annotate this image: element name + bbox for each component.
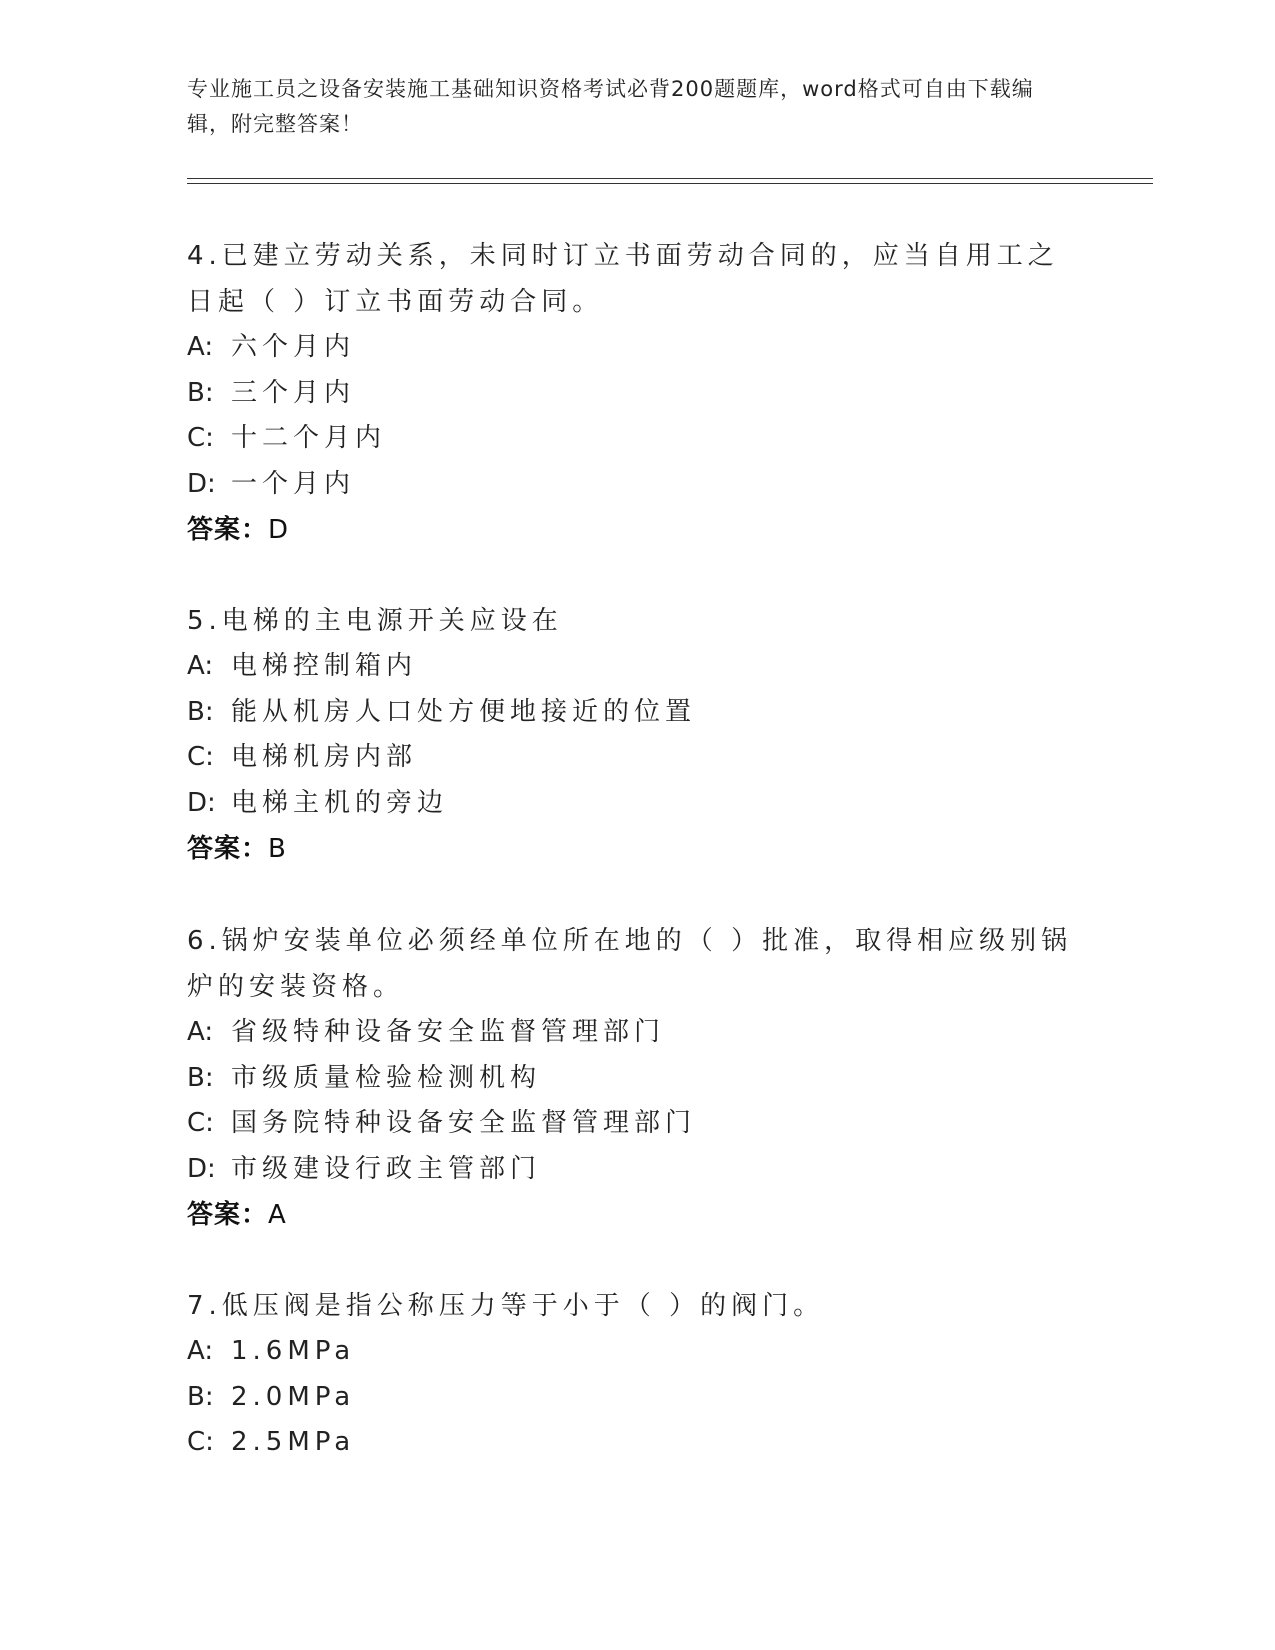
option-label: B: (187, 1062, 214, 1093)
answer-label: 答案： (187, 515, 269, 545)
option-label: A: (187, 651, 214, 681)
answer-label: 答案： (187, 1200, 269, 1230)
option-label: C: (187, 1427, 214, 1457)
option-c (187, 1420, 1087, 1466)
option-text: 市级建设行政主管部门 (231, 1153, 542, 1184)
option-text: 六个月内 (231, 332, 356, 362)
option-label: D: (187, 468, 216, 499)
option-b (187, 1056, 1087, 1102)
option-label: B: (187, 377, 214, 408)
question-block (187, 233, 1087, 553)
option-b (187, 1375, 1087, 1421)
question-block (187, 1283, 1087, 1466)
option-label: D: (187, 787, 216, 818)
option-c (187, 735, 1087, 781)
option-label: C: (187, 423, 214, 453)
option-label: C: (187, 1108, 214, 1138)
option-a (187, 644, 1087, 690)
option-text: 国务院特种设备安全监督管理部门 (231, 1108, 697, 1138)
option-text: 省级特种设备安全监督管理部门 (231, 1017, 666, 1047)
answer-line (187, 507, 1087, 553)
option-text: 2.5MPa (231, 1427, 356, 1457)
option-text: 电梯机房内部 (231, 742, 418, 772)
option-a (187, 325, 1087, 371)
option-c (187, 416, 1087, 462)
option-text: 十二个月内 (231, 423, 387, 453)
answer-value: B (268, 834, 287, 864)
option-b (187, 371, 1087, 417)
option-a (187, 1010, 1087, 1056)
option-d (187, 1147, 1087, 1193)
question-block (187, 918, 1087, 1238)
header-divider-top (187, 178, 1153, 179)
header-divider-bottom (187, 183, 1153, 184)
option-text: 1.6MPa (231, 1336, 356, 1366)
answer-value: D (268, 515, 290, 545)
option-text: 三个月内 (231, 377, 356, 408)
option-d (187, 781, 1087, 827)
option-label: A: (187, 332, 214, 362)
option-label: C: (187, 742, 214, 772)
option-text: 电梯控制箱内 (231, 651, 418, 681)
document-header: 专业施工员之设备安装施工基础知识资格考试必背200题题库，word格式可自由下载编辑，附完整答案！ (187, 77, 1034, 136)
option-text: 市级质量检验检测机构 (231, 1062, 542, 1093)
option-b (187, 690, 1087, 736)
question-text: 6.锅炉安装单位必须经单位所在地的（ ）批准，取得相应级别锅炉的安装资格。 (187, 926, 1073, 1002)
option-label: A: (187, 1017, 214, 1047)
question-text: 7.低压阀是指公称压力等于小于（ ）的阀门。 (187, 1291, 825, 1321)
option-a (187, 1329, 1087, 1375)
option-label: B: (187, 696, 214, 727)
option-text: 2.0MPa (231, 1381, 356, 1412)
option-label: D: (187, 1153, 216, 1184)
answer-value: A (268, 1200, 287, 1230)
option-text: 能从机房人口处方便地接近的位置 (231, 696, 697, 727)
option-label: A: (187, 1336, 214, 1366)
question-text: 5.电梯的主电源开关应设在 (187, 606, 563, 636)
question-text: 4.已建立劳动关系，未同时订立书面劳动合同的，应当自用工之日起（ ）订立书面劳动合同。 (187, 241, 1059, 317)
option-c (187, 1101, 1087, 1147)
option-d (187, 462, 1087, 508)
answer-line (187, 1192, 1087, 1238)
option-text: 一个月内 (231, 468, 356, 499)
answer-label: 答案： (187, 834, 269, 864)
question-block (187, 598, 1087, 872)
option-label: B: (187, 1381, 214, 1412)
answer-line (187, 826, 1087, 872)
option-text: 电梯主机的旁边 (231, 787, 449, 818)
